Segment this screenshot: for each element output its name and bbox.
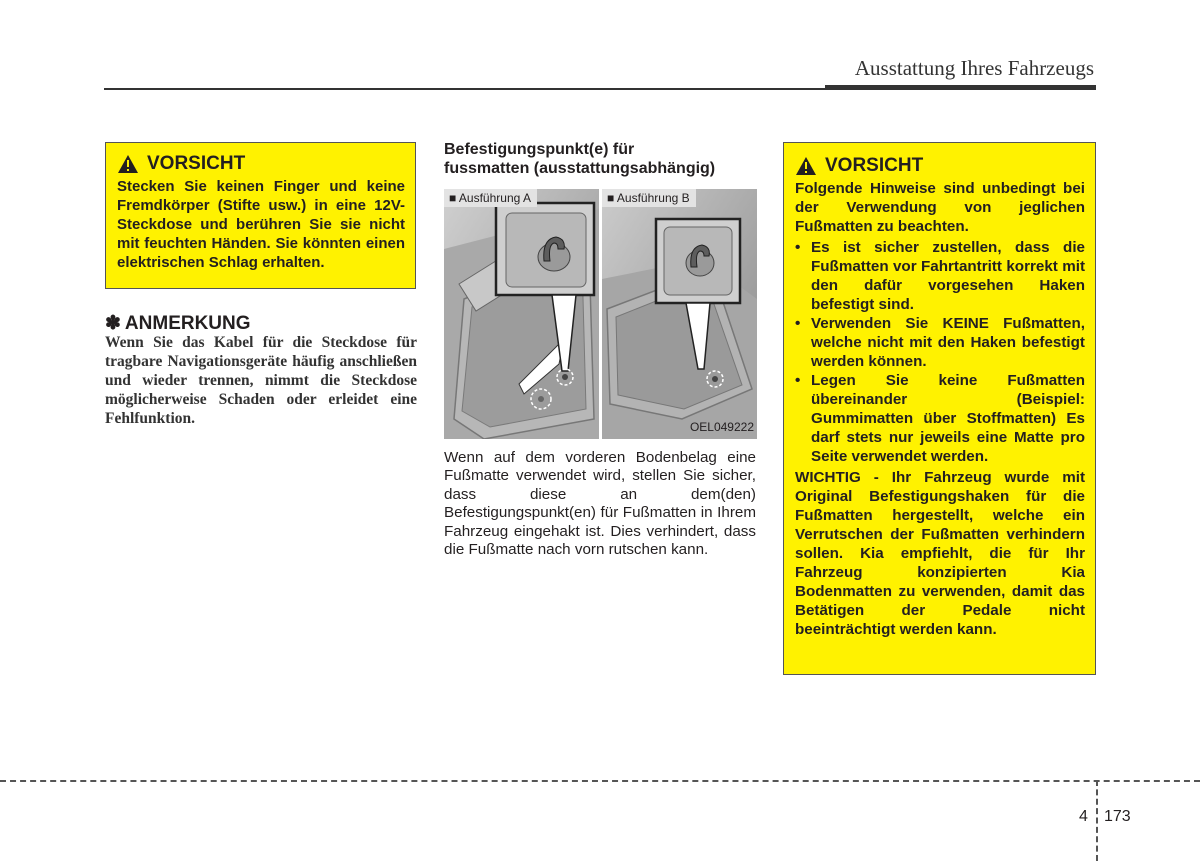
list-item: • Verwenden Sie KEINE Fußmatten, welche nicht mit den Haken befestigt werden können. — [795, 314, 1085, 371]
caution-box-floor-mats — [783, 142, 1096, 675]
panel-a-label: ■ Ausführung A — [444, 189, 537, 207]
note-text: Wenn Sie das Kabel für die Steckdose für tragbare Navigationsgeräte häufig anschließen und wieder trennen, nimmt die Steckdose möglicherweise Schaden oder erleidet eine Fehlfunktion. — [105, 334, 417, 427]
caution-intro: Folgende Hinweise sind unbedingt bei der Verwendung von jeglichen Fußmatten zu beachten. — [795, 180, 1085, 235]
floor-mat-body-text: Wenn auf dem vorderen Bodenbelag eine Fußmatte verwendet wird, stellen Sie sicher, dass diese an dem(den) Befestigungspunkt(en) für Fußmatten in Ihrem Fahrzeug eingehakt ist. Dies verhindert, dass die Fußmatte nach vorn rutschen kann. — [444, 449, 756, 559]
section-heading-line1: Befestigungspunkt(e) für — [444, 141, 635, 158]
section-heading — [444, 140, 764, 178]
floor-mat-illustration-a — [444, 189, 599, 439]
caution-title: VORSICHT — [147, 153, 246, 174]
figure-code: OEL049222 — [689, 420, 754, 434]
warning-triangle-icon — [795, 156, 817, 176]
figure-panel-a — [444, 189, 599, 439]
list-item: • Legen Sie keine Fußmatten übereinander (Beispiel: Gummimatten über Stoffmatten) Es darf stets nur jeweils eine Matte pro Seite verwendet werden. — [795, 371, 1085, 466]
chapter-number: 4 — [1079, 808, 1088, 825]
header-rule-accent — [825, 85, 1096, 90]
note-title: ANMERKUNG — [124, 312, 251, 334]
panel-b-label: ■ Ausführung B — [602, 189, 696, 207]
floor-mat-figure — [444, 189, 756, 439]
caution-important: WICHTIG - Ihr Fahrzeug wurde mit Original Befestigungshaken für die Fußmatten hergestellt, welche ein Verrutschen der Fußmatten verhindern sollen. Kia empfiehlt, die für Ihr Fahrzeug konzipierten Kia Bodenmatten zu verwenden, damit das Betätigen der Pedale nicht beeinträchtigt werden kann. — [795, 469, 1085, 638]
figure-panel-b — [602, 189, 757, 439]
caution-text: Stecken Sie keinen Finger und keine Fremdkörper (Stifte usw.) in eine 12V-Steckdose und berühren Sie sie nicht mit feuchten Händen. Sie könnten einen elektrischen Schlag erhalten. — [117, 178, 405, 271]
note-heading — [105, 312, 251, 335]
section-heading-line2: fussmatten (ausstattungsabhängig) — [444, 160, 716, 177]
floor-mat-illustration-b — [602, 189, 757, 439]
chapter-title: Ausstattung Ihres Fahrzeugs — [854, 56, 1094, 80]
warning-triangle-icon — [117, 154, 139, 174]
caution-box-socket — [105, 142, 416, 289]
footer-rule — [0, 780, 1200, 782]
asterisk-icon: ✽ — [105, 313, 121, 334]
page-number: 173 — [1104, 808, 1131, 825]
caution-title: VORSICHT — [825, 155, 924, 176]
caution-list — [795, 238, 1085, 466]
footer-divider — [1096, 780, 1098, 861]
list-item: • Es ist sicher zustellen, dass die Fußmatten vor Fahrtantritt korrekt mit den dafür vorgesehen Haken befestigt sind. — [795, 238, 1085, 314]
